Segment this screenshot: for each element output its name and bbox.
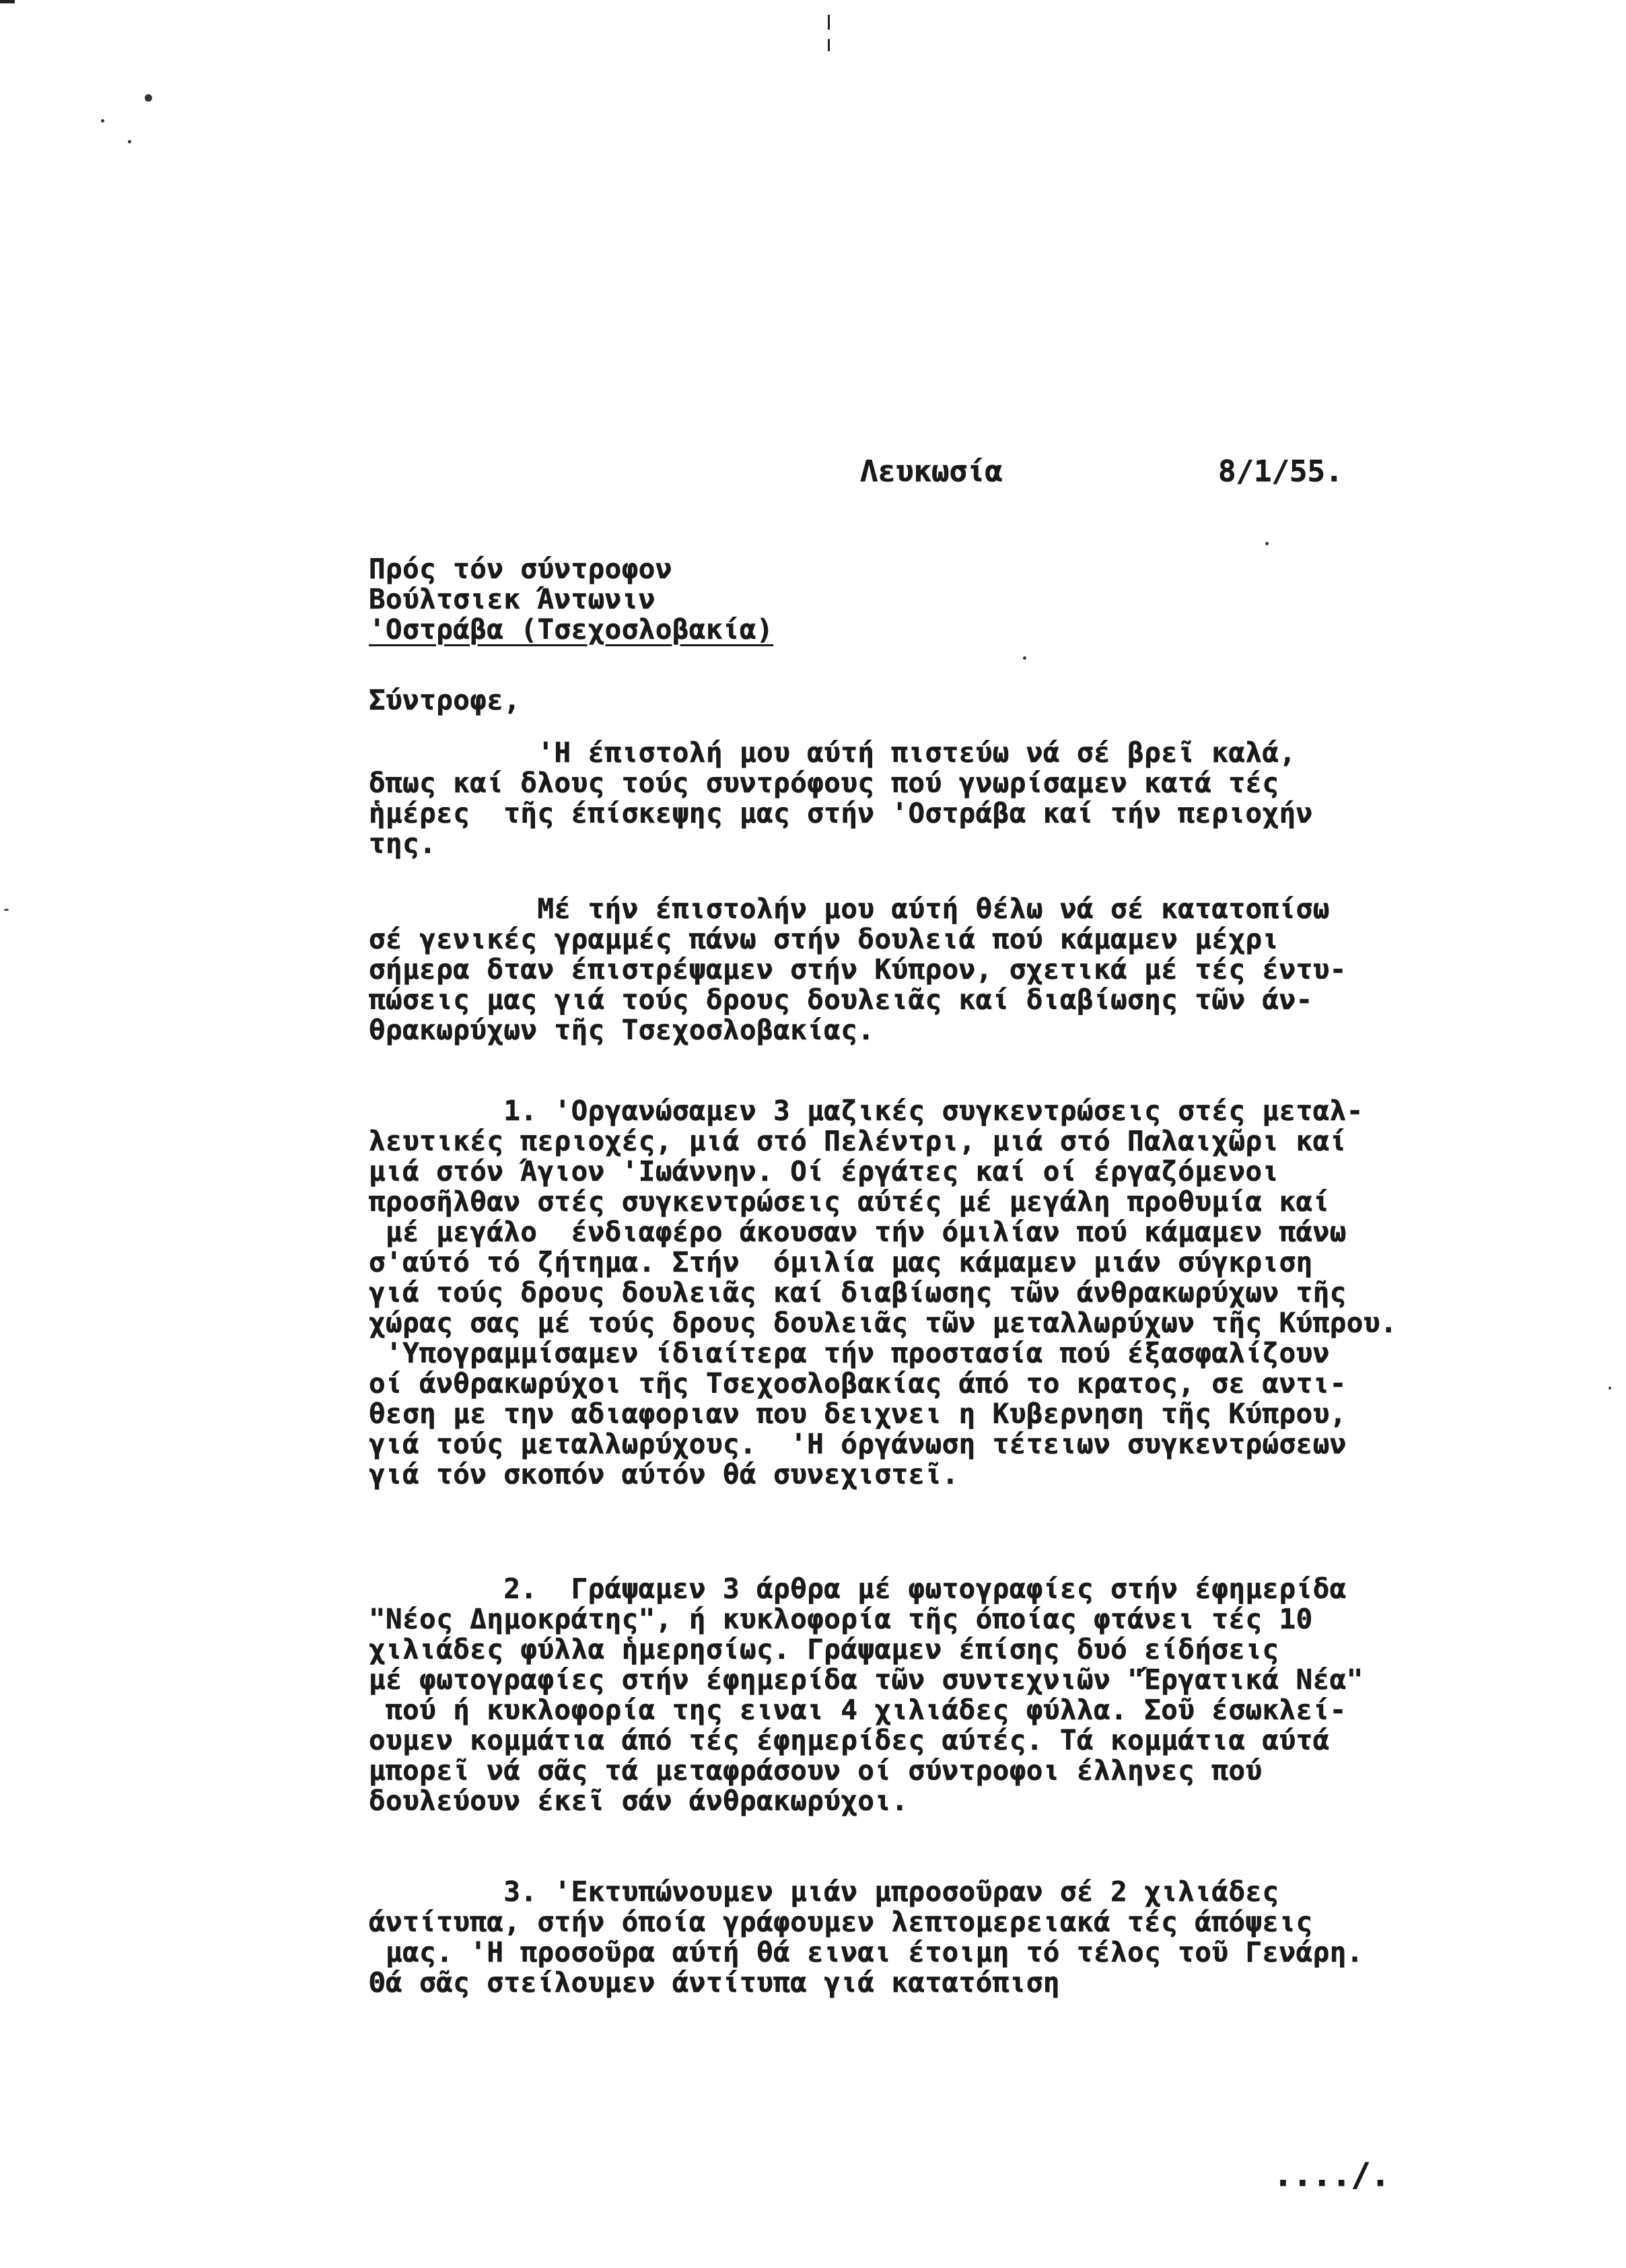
hole-punch-mark	[828, 15, 830, 30]
address-block	[369, 555, 1621, 646]
speck	[1265, 542, 1269, 545]
text-line: σ'αύτό τό ζήτημα. Στήν όμιλία μας κάμαμεν μιάν σύγκριση	[369, 1246, 1313, 1278]
paragraph-4	[369, 1575, 1621, 1818]
text-line: 'Υπογραμμίσαμεν ίδιαίτερα τήν προστασία πού έξασφαλίζουν	[369, 1337, 1330, 1369]
text-line: θεση με την αδιαφοριαν που δειχνει η Κυβερνηση τῆς Κύπρου,	[369, 1398, 1347, 1430]
text-line: χιλιάδες φύλλα ἡμερησίως. Γράψαμεν έπίσης δυό είδήσεις	[369, 1633, 1279, 1665]
text-line: μέ μεγάλο ένδιαφέρο άκουσαν τήν όμιλίαν πού κάμαμεν πάνω	[369, 1216, 1347, 1248]
text-line: 3. 'Εκτυπώνουμεν μιάν μπροσοῦραν σέ 2 χιλιάδες	[369, 1876, 1279, 1908]
text-line: λευτικές περιοχές, μιά στό Πελέντρι, μιά στό Παλαιχῶρι καί	[369, 1125, 1347, 1157]
text-line: γιά τούς δρους δουλειᾶς καί διαβίωσης τῶν άνθρακωρύχων τῆς	[369, 1276, 1347, 1309]
speck	[145, 94, 152, 102]
text-line: άντίτυπα, στήν όποία γράφουμεν λεπτομερειακά τές άπόψεις	[369, 1906, 1313, 1938]
corner-mark	[0, 0, 15, 3]
paragraph-1	[369, 736, 1621, 860]
text-line: ἡμέρες τῆς έπίσκεψης μας στήν 'Οστράβα καί τήν περιοχήν	[369, 797, 1313, 829]
text-line: μιά στόν Άγιον 'Ιωάννην. Οί έργάτες καί οί έργαζόμενοι	[369, 1155, 1279, 1188]
text-line: χώρας σας μέ τούς δρους δουλειᾶς τῶν μεταλλωρύχων τῆς Κύπρου.	[369, 1307, 1397, 1339]
text-line: μέ φωτογραφίες στήν έφημερίδα τῶν συντεχνιῶν "Έργατικά Νέα"	[369, 1663, 1364, 1696]
text-line: "Νέος Δημοκράτης", ή κυκλοφορία τῆς όποίας φτάνει τές 10	[369, 1603, 1313, 1635]
text-line: πώσεις μας γιά τούς δρους δουλειᾶς καί διαβίωσης τῶν άν-	[369, 984, 1313, 1016]
text-line: θρακωρύχων τῆς Τσεχοσλοβακίας.	[369, 1014, 875, 1046]
text-line: δουλεύουν έκεῖ σάν άνθρακωρύχοι.	[369, 1785, 909, 1817]
speck	[1023, 656, 1026, 660]
text-line: της.	[369, 827, 437, 860]
text-line: Θά σᾶς στείλουμεν άντίτυπα γιά κατατόπιση	[369, 1966, 1060, 1999]
text-line: προσῆλθαν στές συγκεντρώσεις αύτές μέ μεγάλη προθυμία καί	[369, 1185, 1330, 1218]
text-line: ουμεν κομμάτια άπό τές έφημερίδες αύτές. Τά κομμάτια αύτά	[369, 1724, 1330, 1756]
text-line: πού ή κυκλοφορία της ειναι 4 χιλιάδες φύλλα. Σοῦ έσωκλεί-	[369, 1694, 1347, 1726]
text-line: μπορεῖ νά σᾶς τά μεταφράσουν οί σύντροφοι έλληνες πού	[369, 1754, 1263, 1787]
text-line: γιά τούς μεταλλωρύχους. 'Η όργάνωση τέτειων συγκεντρώσεων	[369, 1428, 1347, 1460]
text-line: 'Η έπιστολή μου αύτή πιστεύω νά σέ βρεῖ καλά,	[369, 736, 1296, 769]
address-line: Πρός τόν σύντροφον	[369, 553, 672, 585]
salutation-text: Σύντροφε,	[369, 684, 521, 716]
text-line: δπως καί δλους τούς συντρόφους πού γνωρίσαμεν κατά τές	[369, 767, 1279, 799]
text-line: σέ γενικές γραμμές πάνω στήν δουλειά πού κάμαμεν μέχρι	[369, 923, 1279, 955]
text-line: οί άνθρακωρύχοι τῆς Τσεχοσλοβακίας άπό το κρατος, σε αντι-	[369, 1367, 1347, 1400]
hole-punch-mark	[828, 39, 830, 51]
text-line: μας. 'Η προσοῦρα αύτή θά ειναι έτοιμη τό τέλος τοῦ Γενάρη.	[369, 1936, 1364, 1968]
text-line: 2. Γράψαμεν 3 άρθρα μέ φωτογραφίες στήν έφημερίδα	[369, 1573, 1347, 1605]
text-line: σήμερα δταν έπιστρέψαμεν στήν Κύπρον, σχετικά μέ τές έντυ-	[369, 953, 1347, 986]
letter-date: 8/1/55.	[1218, 454, 1343, 489]
text-line: Μέ τήν έπιστολήν μου αύτή θέλω νά σέ κατατοπίσω	[369, 893, 1330, 925]
paragraph-2	[369, 895, 1621, 1047]
continuation-mark: ..../.	[1273, 2156, 1390, 2194]
letter-place: Λευκωσία	[860, 454, 1003, 489]
address-line: Βούλτσιεκ Άντωνιν	[369, 583, 656, 615]
text-line: γιά τόν σκοπόν αύτόν θά συνεχιστεῖ.	[369, 1458, 959, 1490]
address-line-underlined: 'Οστράβα (Τσεχοσλοβακία)	[369, 613, 774, 646]
text-line: 1. 'Οργανώσαμεν 3 μαζικές συγκεντρώσεις στές μεταλ-	[369, 1095, 1364, 1127]
speck	[4, 909, 9, 911]
speck	[101, 119, 104, 123]
speck	[128, 140, 131, 143]
paragraph-3	[369, 1097, 1621, 1491]
paragraph-5	[369, 1878, 1621, 1999]
salutation	[369, 684, 1621, 716]
